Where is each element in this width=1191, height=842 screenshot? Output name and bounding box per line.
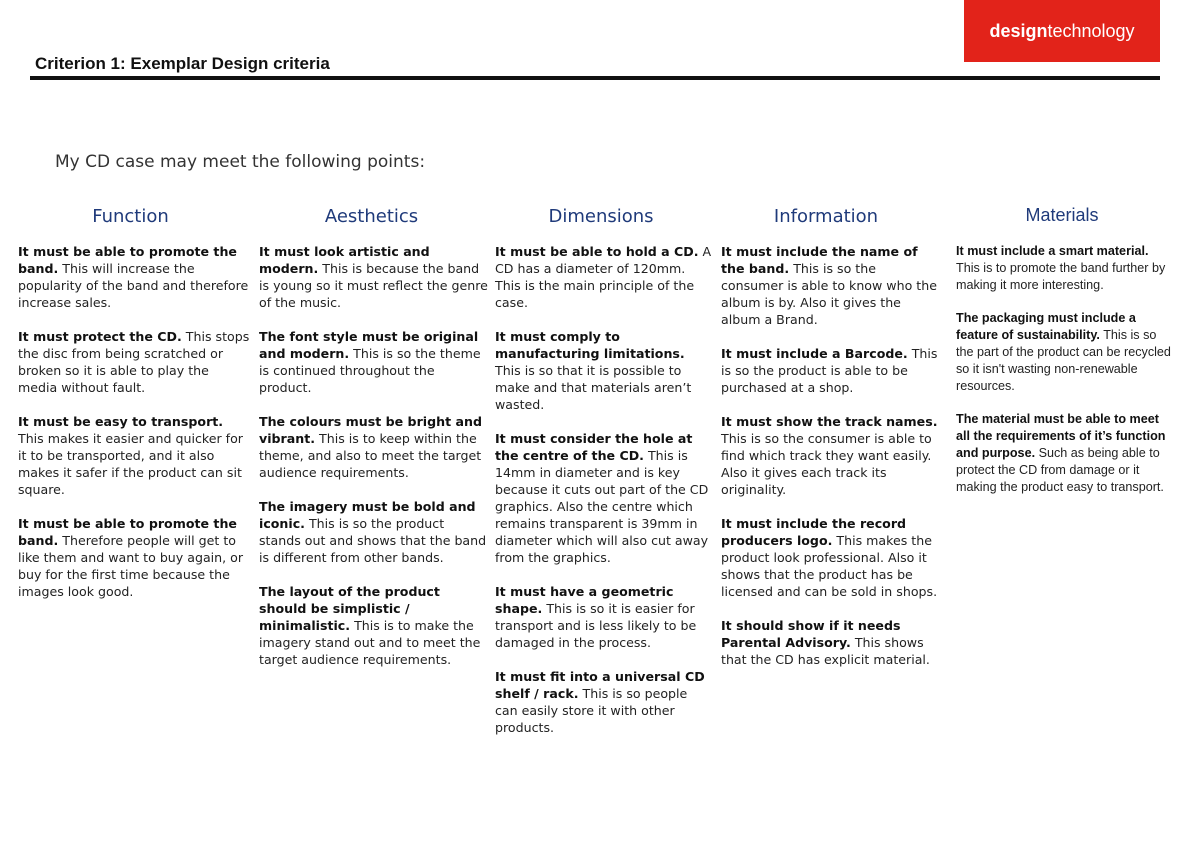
column-heading-information: Information: [773, 206, 879, 227]
brand-logo-light: technology: [1047, 20, 1135, 41]
page-title: Criterion 1: Exemplar Design criteria: [35, 54, 330, 73]
criterion-item: It must include a smart material. This is to promote the band further by making it more interesting.: [956, 244, 1166, 292]
column-materials: [956, 243, 1174, 495]
criterion-item: It must include the name of the band. This is so the consumer is able to know who the album is by. Also it gives the album a Brand.: [721, 244, 937, 327]
intro-text: My CD case may meet the following points:: [55, 152, 426, 172]
column-dimensions: [495, 243, 713, 736]
column-aesthetics: [259, 243, 489, 668]
column-heading-aesthetics: Aesthetics: [324, 206, 419, 227]
criterion-item: The layout of the product should be simplistic / minimalistic. This is to make the imagery stand out and to meet the target audience requirements.: [259, 584, 481, 667]
criterion-item: It must fit into a universal CD shelf / rack. This is so people can easily store it with other products.: [495, 669, 705, 735]
criterion-item: It must include a Barcode. This is so the product is able to be purchased at a shop.: [721, 346, 938, 395]
criterion-item: It must protect the CD. This stops the disc from being scratched or broken so it is able to play the media without fault.: [18, 329, 250, 395]
brand-logo: [964, 0, 1160, 62]
criterion-item: It must show the track names. This is so the consumer is able to find which track they want easily. Also it gives each track its originality.: [721, 414, 938, 497]
criterion-item: It must comply to manufacturing limitations. This is so that it is possible to make and that materials aren’t wasted.: [495, 329, 692, 412]
criterion-item: It must be able to hold a CD. A CD has a diameter of 120mm. This is the main principle of the case.: [495, 244, 712, 310]
criterion-item: It must look artistic and modern. This is because the band is young so it must reflect the genre of the music.: [259, 244, 488, 310]
criterion-item: The colours must be bright and vibrant. This is to keep within the theme, and also to meet the target audience requirements.: [259, 414, 482, 480]
title-divider: [30, 76, 1160, 80]
criterion-item: The imagery must be bold and iconic. This is so the product stands out and shows that the band is different from other bands.: [259, 499, 487, 565]
criterion-item: It must consider the hole at the centre of the CD. This is 14mm in diameter and is key because it cuts out part of the CD graphics. Also the centre which remains transparent is 39mm in diameter which will also cut away from the graphics.: [495, 431, 709, 565]
criterion-item: It must be easy to transport. This makes it easier and quicker for it to be transported, and it also makes it safer if the product can sit square.: [18, 414, 243, 497]
criterion-item: The material must be able to meet all the requirements of it’s function and purpose. Such as being able to protect the CD from damage or it making the product easy to transport.: [956, 412, 1166, 494]
criterion-item: The packaging must include a feature of sustainability. This is so the part of the product can be recycled so it isn't wasting non-renewable resources.: [956, 311, 1171, 393]
criterion-item: It must be able to promote the band. This will increase the popularity of the band and therefore increase sales.: [18, 244, 249, 310]
criterion-item: It must include the record producers logo. This makes the product look professional. Also it shows that the product has be licensed and can be sold in shops.: [721, 516, 938, 599]
criterion-item: It must have a geometric shape. This is so it is easier for transport and is less likely to be damaged in the process.: [495, 584, 697, 650]
column-information: [721, 243, 939, 668]
brand-logo-bold: design: [989, 20, 1048, 41]
criterion-item: It must be able to promote the band. Therefore people will get to like them and want to buy again, or buy for the first time because the images look good.: [18, 516, 244, 599]
column-function: [18, 243, 250, 600]
column-heading-dimensions: Dimensions: [548, 206, 654, 227]
criterion-item: The font style must be original and modern. This is so the theme is continued throughout the product.: [259, 329, 481, 395]
column-heading-materials: Materials: [1025, 205, 1099, 225]
column-heading-function: Function: [92, 206, 169, 227]
criterion-item: It should show if it needs Parental Advisory. This shows that the CD has explicit material.: [721, 618, 930, 667]
